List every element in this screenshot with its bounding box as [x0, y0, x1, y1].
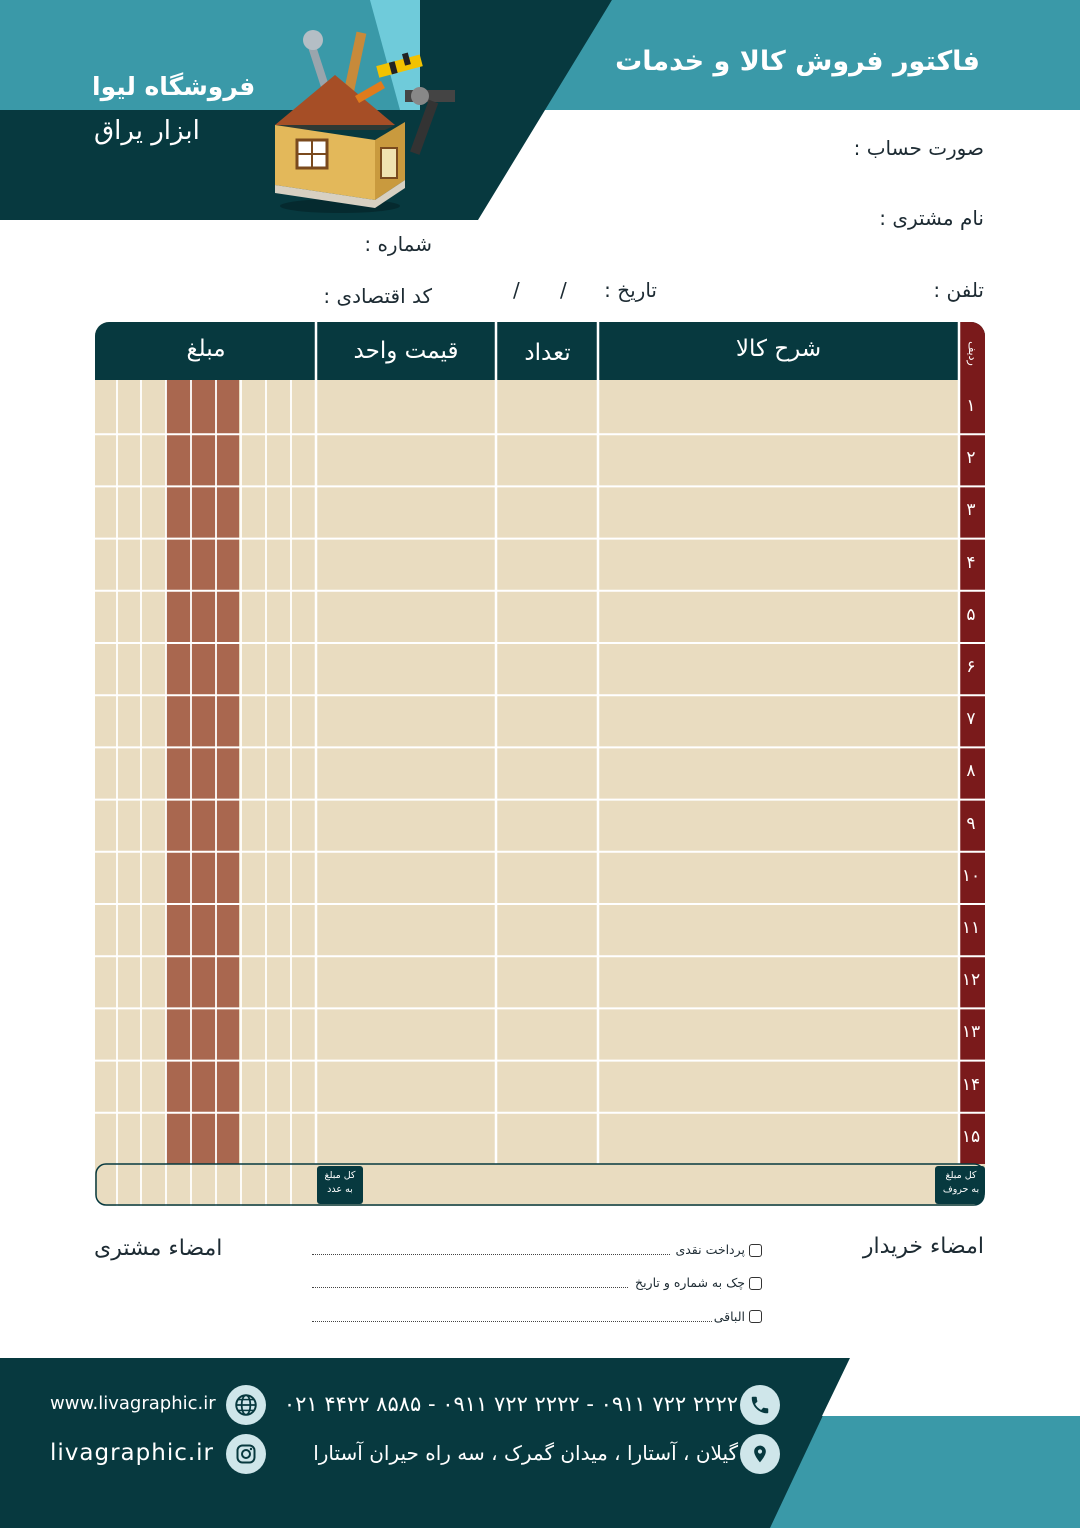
row-number: ۹ — [966, 813, 976, 834]
footer-white-notch — [822, 1358, 1080, 1416]
row-number: ۷ — [966, 709, 976, 730]
row-number: ۸ — [966, 761, 976, 782]
website-link[interactable]: www.livagraphic.ir — [50, 1393, 216, 1414]
globe-icon — [226, 1385, 266, 1425]
date-label: تاریخ : — [604, 278, 657, 302]
customer-name-label: نام مشتری : — [879, 206, 984, 230]
remaining-checkbox[interactable] — [749, 1310, 762, 1323]
row-number: ۱ — [966, 396, 976, 416]
header-row-number — [959, 330, 985, 376]
row-number: ۳ — [966, 500, 976, 521]
total-digits-line2: به عدد — [327, 1184, 353, 1195]
phone-icon — [740, 1385, 780, 1425]
row-number: ۱۱ — [961, 918, 981, 938]
total-digits-line1: کل مبلغ — [324, 1170, 356, 1181]
header-quantity: تعداد — [524, 340, 571, 366]
total-words-line2: به حروف — [942, 1184, 980, 1195]
customer-signature-label: امضاء مشتری — [94, 1236, 223, 1261]
shop-name: فروشگاه لیوا — [92, 72, 256, 101]
instagram-handle[interactable]: livagraphic.ir — [50, 1440, 215, 1466]
cheque-label: چک به شماره و تاریخ — [635, 1275, 745, 1290]
total-digits-label — [317, 1169, 363, 1197]
header-unit-price: قیمت واحد — [353, 338, 459, 364]
totals-row-background — [95, 1164, 985, 1206]
date-separator-1: / — [560, 278, 567, 302]
invoice-title: فاکتور فروش کالا و خدمات — [615, 46, 980, 77]
cheque-dotted-line — [312, 1287, 628, 1288]
shop-subtitle: ابزار یراق — [94, 116, 200, 146]
instagram-icon — [226, 1434, 266, 1474]
buyer-signature-label: امضاء خریدار — [862, 1234, 984, 1259]
location-icon — [740, 1434, 780, 1474]
account-label: صورت حساب : — [853, 136, 984, 160]
row-number: ۱۴ — [961, 1074, 981, 1095]
economic-code-label: کد اقتصادی : — [323, 284, 432, 308]
cheque-checkbox[interactable] — [749, 1277, 762, 1290]
row-number: ۱۵ — [961, 1126, 981, 1147]
date-separator-2: / — [513, 278, 520, 302]
row-number: ۱۲ — [961, 970, 981, 991]
amount-highlight-columns — [166, 380, 239, 1206]
cash-checkbox[interactable] — [749, 1244, 762, 1257]
row-number: ۱۳ — [961, 1022, 981, 1043]
remaining-dotted-line — [312, 1321, 712, 1322]
cash-dotted-line — [312, 1254, 670, 1255]
header-description: شرح کالا — [735, 336, 822, 362]
row-number: ۶ — [966, 657, 976, 677]
invoice-number-label: شماره : — [364, 232, 432, 256]
address: گیلان ، آستارا ، میدان گمرک ، سه راه حیران آستارا — [313, 1441, 738, 1465]
total-words-line1: کل مبلغ — [945, 1170, 977, 1181]
row-number: ۲ — [966, 448, 976, 469]
total-words-label — [937, 1169, 985, 1197]
row-number: ۵ — [966, 604, 976, 625]
row-number: ۱۰ — [961, 865, 981, 886]
row-number: ۴ — [966, 552, 976, 573]
phone-label: تلفن : — [933, 278, 984, 302]
header-row-number-text: ردیف — [965, 340, 979, 366]
cash-label: پرداخت نقدی — [675, 1242, 745, 1257]
remaining-label: الباقی — [713, 1309, 745, 1324]
header-amount: مبلغ — [186, 336, 226, 362]
phone-numbers: ۰۲۱ ۴۴۲۲ ۸۵۸۵ - ۰۹۱۱ ۷۲۲ ۲۲۲۲ - ۰۹۱۱ ۷۲۲ ۲۲۲۲ — [283, 1392, 738, 1416]
